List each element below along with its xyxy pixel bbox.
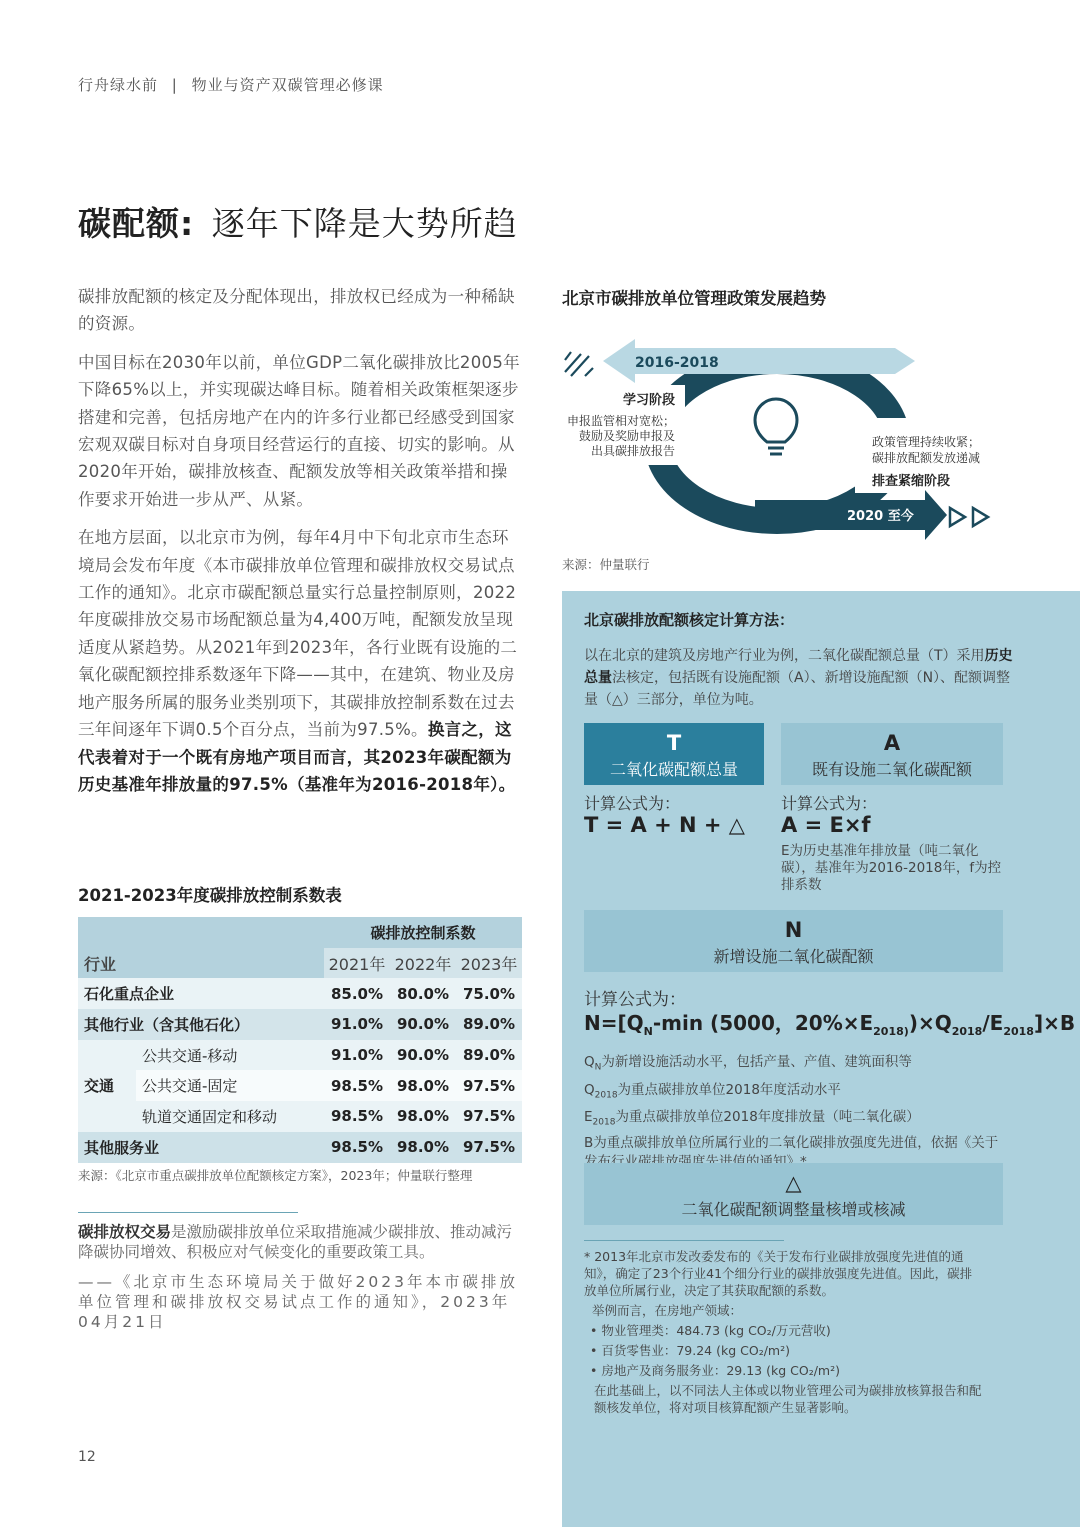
def-sub: 2018 <box>592 1118 616 1129</box>
cell: 90.0% <box>390 1040 456 1071</box>
def-symbol: B <box>584 1135 594 1152</box>
title-rest: 逐年下降是大势所趋 <box>211 204 518 243</box>
paragraph-3 <box>78 524 522 798</box>
A-formula-note: E为历史基准年排放量（吨二氧化碳），基准年为2016-2018年，f为控排系数 <box>781 843 1002 893</box>
box-letter: A <box>883 731 901 755</box>
footnote-p1: * 2013年北京市发改委发布的《关于发布行业碳排放强度先进值的通知》，确定了23个行业41个细分行业的碳排放强度先进值。因此，碳排放单位所属行业，决定了其获取配额的系数。 <box>584 1249 973 1298</box>
policy-trend-diagram <box>555 330 1025 545</box>
bottom-arrow-label: 2020 至今 <box>847 509 914 524</box>
table-row <box>78 1132 522 1163</box>
table-row <box>78 1101 522 1132</box>
formula-sub: 2018 <box>1003 1025 1034 1038</box>
table-row <box>78 1040 522 1071</box>
A-formula: A = E×f <box>781 813 871 837</box>
cell: 75.0% <box>456 978 522 1009</box>
row-group-label: 交通 <box>78 1040 136 1132</box>
def-text: 为重点碳排放单位2018年度排放量（吨二氧化碳） <box>615 1109 920 1126</box>
box-letter: △ <box>785 1171 802 1195</box>
cell: 89.0% <box>456 1040 522 1071</box>
table-col-industry: 行业 <box>78 948 324 979</box>
def-text: 为重点碳排放单位2018年度活动水平 <box>617 1081 841 1098</box>
definition-quote <box>78 1222 522 1262</box>
cell: 98.0% <box>390 1070 456 1101</box>
page-title <box>78 198 518 245</box>
table-title: 2021-2023年度碳排放控制系数表 <box>78 886 342 905</box>
cell: 97.5% <box>456 1101 522 1132</box>
title-bold: 碳配额: <box>78 204 195 243</box>
T-formula-label: 计算公式为： <box>584 794 681 813</box>
box-name: 新增设施二氧化碳配额 <box>713 947 874 966</box>
calc-title: 北京碳排放配额核定计算方法： <box>584 611 795 629</box>
cell: 98.0% <box>390 1101 456 1132</box>
series-name: 行舟绿水前 <box>78 76 159 94</box>
intro-text-1: 以在北京的建筑及房地产行业为例，二氧化碳配额总量（T）采用 <box>584 648 985 664</box>
course-name: 物业与资产双碳管理必修课 <box>191 76 384 94</box>
stage2-line: 政策管理持续收紧； <box>872 435 981 449</box>
def-symbol: Q <box>584 1081 595 1098</box>
diagram-title: 北京市碳排放单位管理政策发展趋势 <box>562 289 826 308</box>
quote-divider <box>78 1212 298 1213</box>
intro-bold: 历史总量 <box>584 648 1013 686</box>
footnote-divider <box>584 1240 784 1241</box>
box-delta <box>584 1163 1003 1225</box>
table-row <box>78 1070 522 1101</box>
cell: 97.5% <box>456 1070 522 1101</box>
body-text <box>78 283 522 809</box>
table-year-header: 2021年 <box>324 948 390 979</box>
stage1-line: 鼓励及奖励申报及 <box>578 429 675 443</box>
cell: 85.0% <box>324 978 390 1009</box>
control-coefficient-table <box>78 917 522 1163</box>
table-group-header: 碳排放控制系数 <box>324 917 522 948</box>
formula-part: )×Q <box>908 1011 952 1035</box>
formula-sub: 2018) <box>873 1025 909 1038</box>
footnote <box>584 1248 984 1419</box>
cell: 98.5% <box>324 1070 390 1101</box>
formula-part: N=[Q <box>584 1011 644 1035</box>
formula-sub: N <box>643 1025 653 1038</box>
formula-part: ]×B <box>1033 1011 1076 1035</box>
cell: 91.0% <box>324 1009 390 1040</box>
cell: 80.0% <box>390 978 456 1009</box>
box-name: 二氧化碳配额调整量核增或核减 <box>681 1200 906 1219</box>
box-letter: N <box>784 918 803 942</box>
box-A <box>781 723 1003 785</box>
quote-term: 碳排放权交易 <box>78 1223 172 1241</box>
quote-source: ——《北京市生态环境局关于做好2023年本市碳排放单位管理和碳排放权交易试点工作的通知》，2023年04月21日 <box>78 1273 518 1331</box>
cell: 97.5% <box>456 1132 522 1163</box>
table-source: 来源：《北京市重点碳排放单位配额核定方案》，2023年；仲量联行整理 <box>78 1168 473 1183</box>
diagram-source: 来源：仲量联行 <box>562 557 650 572</box>
quote-text: 是激励碳排放单位采取措施减少碳排放、推动减污降碳协同增效、积极应对气候变化的重要政策工具。 <box>78 1223 513 1261</box>
N-formula-label: 计算公式为： <box>584 990 686 1010</box>
table-row <box>78 1009 522 1040</box>
play-triangle-icon <box>950 508 965 526</box>
footnote-p2: 举例而言，在房地产领域： <box>592 1303 743 1318</box>
header-separator: | <box>171 76 178 94</box>
N-definitions <box>584 1051 1009 1172</box>
stage2-line: 碳排放配额发放递减 <box>872 451 981 465</box>
formula-sub: 2018 <box>951 1025 983 1038</box>
calc-intro <box>584 645 1014 711</box>
row-label: 公共交通-移动 <box>136 1040 324 1071</box>
stage1-line: 出具碳排放报告 <box>590 444 675 458</box>
footnote-p3: 在此基础上，以不同法人主体或以物业管理公司为碳排放核算报告和配额核发单位，将对项目核算配额产生显著影响。 <box>594 1383 982 1415</box>
table-year-header: 2022年 <box>390 948 456 979</box>
table-row <box>78 978 522 1009</box>
cell: 91.0% <box>324 1040 390 1071</box>
stage2-title: 排查紧缩阶段 <box>872 474 951 489</box>
T-formula: T = A + N + △ <box>584 813 745 837</box>
formula-part: /E <box>982 1011 1004 1035</box>
cell: 89.0% <box>456 1009 522 1040</box>
running-header <box>78 74 384 95</box>
cell: 98.0% <box>390 1132 456 1163</box>
box-letter: T <box>666 731 682 755</box>
definition-item <box>584 1051 1009 1079</box>
def-sub: N <box>594 1062 602 1073</box>
box-name: 既有设施二氧化碳配额 <box>811 760 972 779</box>
page-number: 12 <box>78 1449 96 1465</box>
def-text: 为新增设施活动水平，包括产量、产值、建筑面积等 <box>601 1054 912 1070</box>
stage1-title: 学习阶段 <box>622 393 675 408</box>
def-sub: 2018 <box>594 1090 618 1101</box>
footnote-bullet: • 房地产及商务服务业：29.13 (kg CO₂/m²) <box>590 1363 840 1378</box>
def-symbol: Q <box>584 1054 595 1070</box>
box-N <box>584 910 1003 972</box>
row-label: 公共交通-固定 <box>136 1070 324 1101</box>
pencil-icon <box>565 352 593 376</box>
top-arrow-label: 2016-2018 <box>635 355 719 371</box>
def-text: 为重点碳排放单位所属行业的二氧化碳排放强度先进值，依据《关于 <box>593 1135 999 1152</box>
cell: 98.5% <box>324 1132 390 1163</box>
stage1-line: 申报监管相对宽松； <box>566 414 675 428</box>
A-formula-label: 计算公式为： <box>781 794 878 813</box>
footnote-bullet: • 物业管理类：484.73 (kg CO₂/万元营收) <box>590 1323 831 1338</box>
row-label: 其他服务业 <box>78 1132 324 1163</box>
play-triangle-icon <box>973 508 988 526</box>
footnote-bullet: • 百货零售业：79.24 (kg CO₂/m²) <box>590 1343 790 1358</box>
row-label: 轨道交通固定和移动 <box>136 1101 324 1132</box>
paragraph-1: 碳排放配额的核定及分配体现出，排放权已经成为一种稀缺的资源。 <box>78 287 515 334</box>
box-name: 二氧化碳配额总量 <box>609 760 738 779</box>
definition-item <box>584 1079 1009 1107</box>
paragraph-3-emphasis: 换言之，这代表着对于一个既有房地产项目而言，其2023年碳配额为历史基准年排放量的97.5%（基准年为2016-2018年）。 <box>78 720 516 794</box>
paragraph-3-text: 在地方层面，以北京市为例，每年4月中下旬北京市生态环境局会发布年度《本市碳排放单位管理和碳排放权交易试点工作的通知》。北京市碳配额总量实行总量控制原则，2022年度碳排放交易市场配额总量为4,400万吨，配额发放呈现适度从紧趋势。从2021年到2023年，各行业既有设施的二氧化碳配额控排系数逐年下降——其中，在建筑、物业及房地产服务所属的服务业类别项下，其碳排放控制系数在过去三年间逐年下调0.5个百分点，当前为97.5%。 <box>78 528 518 740</box>
formula-part: -min (5000，20%×E <box>652 1011 874 1035</box>
def-symbol: E <box>584 1109 593 1126</box>
cell: 90.0% <box>390 1009 456 1040</box>
table-corner <box>78 917 324 948</box>
table-year-header: 2023年 <box>456 948 522 979</box>
N-formula <box>584 1007 1075 1038</box>
definition-item <box>584 1106 1009 1134</box>
intro-text-2: 法核定，包括既有设施配额（A）、新增设施配额（N）、配额调整量（△）三部分，单位为吨。 <box>584 670 1011 708</box>
box-T <box>584 723 764 785</box>
row-label: 其他行业（含其他石化） <box>78 1009 324 1040</box>
row-label: 石化重点企业 <box>78 978 324 1009</box>
cell: 98.5% <box>324 1101 390 1132</box>
paragraph-2: 中国目标在2030年以前，单位GDP二氧化碳排放比2005年下降65%以上，并实现碳达峰目标。随着相关政策框架逐步搭建和完善，包括房地产在内的许多行业都已经感受到国家宏观双碳目标对自身项目经营运行的直接、切实的影响。从2020年开始，碳排放核查、配额发放等相关政策举措和操作要求开始进一步从严、从紧。 <box>78 352 520 509</box>
